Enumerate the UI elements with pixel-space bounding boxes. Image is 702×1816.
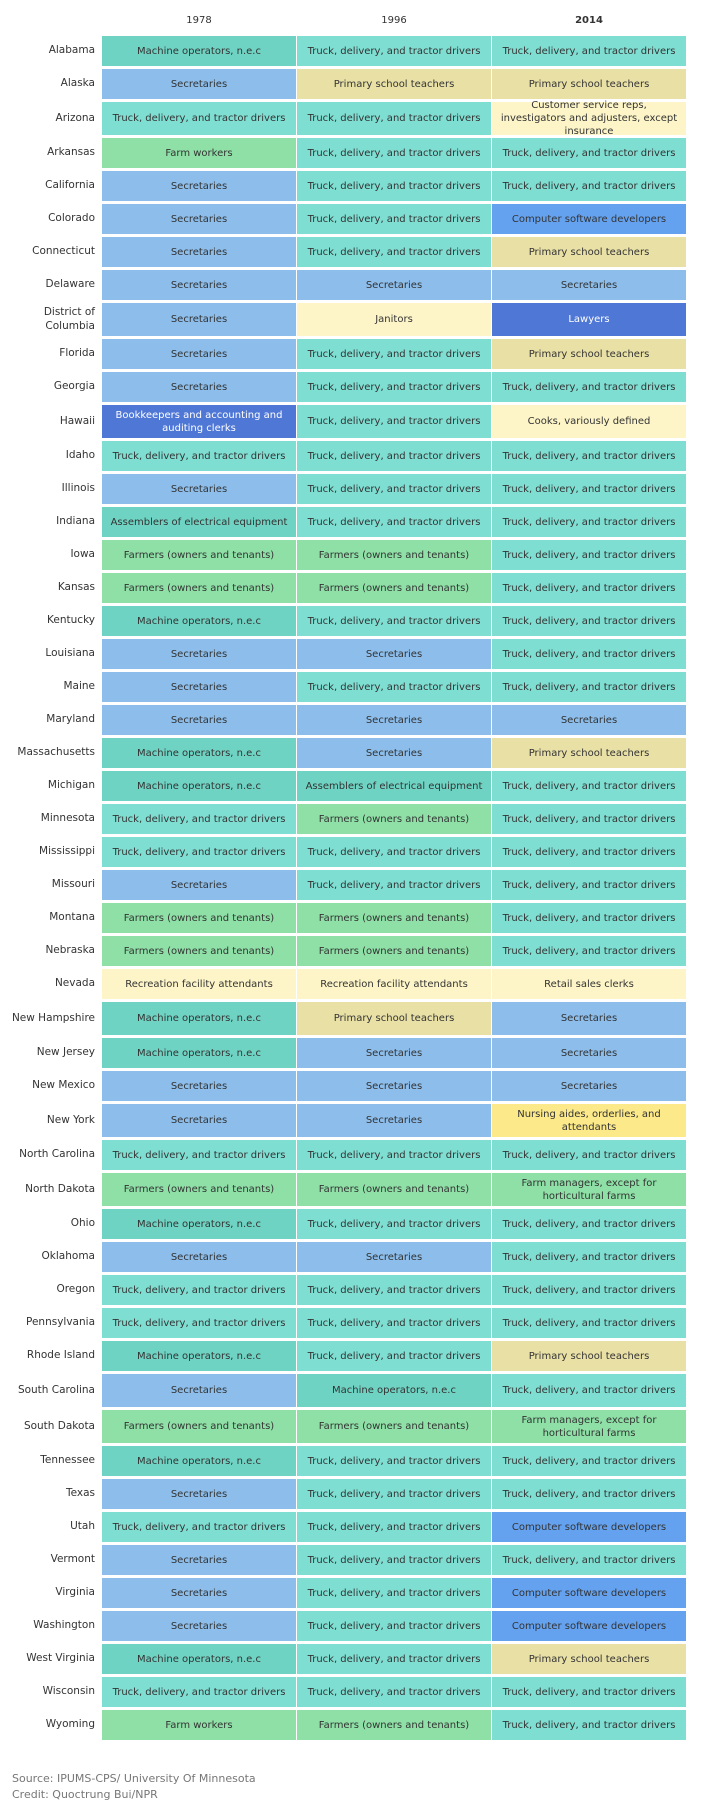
table-cell: Farmers (owners and tenants) (297, 1173, 491, 1206)
table-cell: Lawyers (492, 303, 686, 336)
table-cell: Computer software developers (492, 204, 686, 234)
table-cell: Truck, delivery, and tractor drivers (297, 606, 491, 636)
state-label: Alaska (60, 77, 95, 90)
table-cell: Bookkeepers and accounting and auditing clerks (102, 405, 296, 438)
table-cell: Computer software developers (492, 1512, 686, 1542)
state-label: Washington (33, 1619, 95, 1632)
table-cell: Assemblers of electrical equipment (102, 507, 296, 537)
table-cell: Secretaries (102, 69, 296, 99)
table-cell: Primary school teachers (492, 69, 686, 99)
table-cell: Truck, delivery, and tractor drivers (492, 804, 686, 834)
table-cell: Farmers (owners and tenants) (102, 1410, 296, 1443)
state-label: Florida (59, 347, 95, 360)
table-cell: Farmers (owners and tenants) (297, 936, 491, 966)
table-cell: Truck, delivery, and tractor drivers (492, 1140, 686, 1170)
table-cell: Truck, delivery, and tractor drivers (297, 1446, 491, 1476)
table-cell: Machine operators, n.e.c (102, 1038, 296, 1068)
state-label: Minnesota (40, 812, 95, 825)
table-cell: Machine operators, n.e.c (102, 1341, 296, 1371)
table-cell: Secretaries (102, 237, 296, 267)
table-cell: Cooks, variously defined (492, 405, 686, 438)
table-cell: Secretaries (102, 1374, 296, 1407)
table-cell: Secretaries (297, 738, 491, 768)
table-cell: Primary school teachers (492, 1341, 686, 1371)
table-cell: Truck, delivery, and tractor drivers (492, 672, 686, 702)
table-cell: Secretaries (102, 1545, 296, 1575)
table-cell: Secretaries (102, 1104, 296, 1137)
table-cell: Farmers (owners and tenants) (297, 1410, 491, 1443)
state-label: North Carolina (19, 1148, 95, 1161)
table-cell: Truck, delivery, and tractor drivers (492, 1446, 686, 1476)
table-cell: Truck, delivery, and tractor drivers (492, 1209, 686, 1239)
table-cell: Recreation facility attendants (297, 969, 491, 999)
state-label: California (45, 179, 95, 192)
table-cell: Truck, delivery, and tractor drivers (297, 1611, 491, 1641)
table-cell: Truck, delivery, and tractor drivers (492, 936, 686, 966)
table-cell: Secretaries (102, 1578, 296, 1608)
source-note: Source: IPUMS-CPS/ University Of Minnesota (12, 1772, 256, 1785)
table-cell: Truck, delivery, and tractor drivers (297, 1275, 491, 1305)
state-label: Maryland (46, 713, 95, 726)
state-label: Tennessee (40, 1454, 95, 1467)
table-cell: Truck, delivery, and tractor drivers (102, 1512, 296, 1542)
column-header-2014: 2014 (575, 15, 603, 26)
table-cell: Machine operators, n.e.c (102, 738, 296, 768)
table-cell: Truck, delivery, and tractor drivers (297, 1308, 491, 1338)
table-cell: Truck, delivery, and tractor drivers (297, 474, 491, 504)
table-cell: Secretaries (492, 1002, 686, 1035)
state-label: Nebraska (45, 944, 95, 957)
table-cell: Truck, delivery, and tractor drivers (297, 441, 491, 471)
state-label: South Carolina (17, 1383, 95, 1396)
table-cell: Truck, delivery, and tractor drivers (297, 1479, 491, 1509)
state-label: Louisiana (45, 647, 95, 660)
table-cell: Truck, delivery, and tractor drivers (492, 639, 686, 669)
table-cell: Truck, delivery, and tractor drivers (102, 804, 296, 834)
table-cell: Truck, delivery, and tractor drivers (297, 837, 491, 867)
table-cell: Primary school teachers (297, 1002, 491, 1035)
state-label: Oregon (56, 1283, 95, 1296)
table-cell: Secretaries (492, 1071, 686, 1101)
table-cell: Truck, delivery, and tractor drivers (492, 1479, 686, 1509)
table-cell: Truck, delivery, and tractor drivers (492, 441, 686, 471)
table-cell: Truck, delivery, and tractor drivers (297, 1545, 491, 1575)
state-label: New Mexico (32, 1079, 95, 1092)
table-cell: Secretaries (102, 339, 296, 369)
state-label: Montana (49, 911, 95, 924)
state-label: Arkansas (47, 146, 95, 159)
table-cell: Farmers (owners and tenants) (102, 936, 296, 966)
table-cell: Truck, delivery, and tractor drivers (492, 771, 686, 801)
table-cell: Machine operators, n.e.c (102, 1446, 296, 1476)
table-cell: Secretaries (102, 1479, 296, 1509)
state-label: Texas (65, 1487, 95, 1500)
table-cell: Assemblers of electrical equipment (297, 771, 491, 801)
state-label: Michigan (47, 779, 95, 792)
state-label: Massachusetts (17, 746, 95, 759)
state-label: Pennsylvania (26, 1316, 95, 1329)
state-label: New Hampshire (11, 1011, 95, 1024)
table-cell: Truck, delivery, and tractor drivers (297, 372, 491, 402)
table-cell: Truck, delivery, and tractor drivers (297, 237, 491, 267)
table-cell: Retail sales clerks (492, 969, 686, 999)
table-cell: Truck, delivery, and tractor drivers (297, 1512, 491, 1542)
table-cell: Nursing aides, orderlies, and attendants (492, 1104, 686, 1137)
state-label: Connecticut (32, 245, 95, 258)
table-cell: Truck, delivery, and tractor drivers (102, 1677, 296, 1707)
table-cell: Farm managers, except for horticultural farms (492, 1410, 686, 1443)
table-cell: Truck, delivery, and tractor drivers (492, 36, 686, 66)
table-cell: Machine operators, n.e.c (102, 771, 296, 801)
table-cell: Secretaries (102, 672, 296, 702)
state-label: New York (46, 1113, 95, 1126)
table-cell: Truck, delivery, and tractor drivers (492, 1677, 686, 1707)
table-cell: Truck, delivery, and tractor drivers (297, 102, 491, 135)
table-cell: Secretaries (102, 204, 296, 234)
table-cell: Truck, delivery, and tractor drivers (297, 672, 491, 702)
state-label: Iowa (70, 548, 95, 561)
table-cell: Truck, delivery, and tractor drivers (492, 138, 686, 168)
table-cell: Secretaries (102, 372, 296, 402)
table-cell: Truck, delivery, and tractor drivers (492, 1308, 686, 1338)
table-cell: Farmers (owners and tenants) (297, 540, 491, 570)
table-cell: Truck, delivery, and tractor drivers (492, 1374, 686, 1407)
table-cell: Secretaries (102, 270, 296, 300)
state-label: Kentucky (47, 614, 95, 627)
state-label: Oklahoma (41, 1250, 95, 1263)
table-cell: Truck, delivery, and tractor drivers (102, 102, 296, 135)
table-cell: Farm workers (102, 1710, 296, 1740)
column-header-1996: 1996 (381, 15, 407, 26)
table-cell: Primary school teachers (492, 738, 686, 768)
state-label: Wyoming (45, 1718, 95, 1731)
table-cell: Truck, delivery, and tractor drivers (492, 1545, 686, 1575)
state-label: District of Columbia (43, 305, 95, 332)
table-cell: Farmers (owners and tenants) (297, 573, 491, 603)
table-cell: Truck, delivery, and tractor drivers (297, 1209, 491, 1239)
table-cell: Secretaries (297, 1038, 491, 1068)
state-label: Rhode Island (26, 1349, 95, 1362)
table-cell: Secretaries (102, 1611, 296, 1641)
table-cell: Machine operators, n.e.c (102, 606, 296, 636)
table-cell: Truck, delivery, and tractor drivers (492, 171, 686, 201)
state-label: Delaware (45, 278, 95, 291)
table-cell: Farmers (owners and tenants) (102, 540, 296, 570)
table-cell: Truck, delivery, and tractor drivers (297, 1341, 491, 1371)
table-cell: Secretaries (102, 705, 296, 735)
table-cell: Secretaries (492, 705, 686, 735)
table-cell: Secretaries (297, 639, 491, 669)
table-cell: Farmers (owners and tenants) (102, 573, 296, 603)
table-cell: Truck, delivery, and tractor drivers (492, 1242, 686, 1272)
table-cell: Truck, delivery, and tractor drivers (492, 837, 686, 867)
state-label: Arizona (55, 111, 95, 124)
table-cell: Secretaries (102, 303, 296, 336)
table-cell: Truck, delivery, and tractor drivers (297, 339, 491, 369)
table-cell: Truck, delivery, and tractor drivers (297, 204, 491, 234)
table-cell: Truck, delivery, and tractor drivers (297, 1140, 491, 1170)
table-cell: Recreation facility attendants (102, 969, 296, 999)
table-cell: Machine operators, n.e.c (102, 36, 296, 66)
table-cell: Truck, delivery, and tractor drivers (102, 441, 296, 471)
table-cell: Truck, delivery, and tractor drivers (492, 903, 686, 933)
table-cell: Janitors (297, 303, 491, 336)
table-cell: Farm managers, except for horticultural farms (492, 1173, 686, 1206)
table-cell: Truck, delivery, and tractor drivers (297, 507, 491, 537)
table-cell: Truck, delivery, and tractor drivers (297, 1578, 491, 1608)
table-cell: Farmers (owners and tenants) (297, 903, 491, 933)
table-cell: Primary school teachers (297, 69, 491, 99)
state-label: Ohio (70, 1217, 95, 1230)
table-cell: Secretaries (297, 270, 491, 300)
table-cell: Truck, delivery, and tractor drivers (297, 405, 491, 438)
table-cell: Truck, delivery, and tractor drivers (297, 36, 491, 66)
table-cell: Secretaries (102, 474, 296, 504)
table-cell: Truck, delivery, and tractor drivers (492, 606, 686, 636)
table-cell: Truck, delivery, and tractor drivers (492, 474, 686, 504)
table-cell: Computer software developers (492, 1611, 686, 1641)
table-cell: Secretaries (492, 270, 686, 300)
table-cell: Machine operators, n.e.c (102, 1644, 296, 1674)
table-cell: Primary school teachers (492, 1644, 686, 1674)
table-cell: Customer service reps, investigators and adjusters, except insurance (492, 102, 686, 135)
table-cell: Truck, delivery, and tractor drivers (492, 507, 686, 537)
table-cell: Secretaries (102, 1071, 296, 1101)
table-cell: Secretaries (102, 171, 296, 201)
state-label: South Dakota (23, 1419, 95, 1432)
table-cell: Truck, delivery, and tractor drivers (492, 1710, 686, 1740)
table-cell: Truck, delivery, and tractor drivers (297, 1644, 491, 1674)
table-cell: Farmers (owners and tenants) (102, 903, 296, 933)
table-cell: Machine operators, n.e.c (102, 1209, 296, 1239)
table-cell: Truck, delivery, and tractor drivers (492, 1275, 686, 1305)
table-cell: Secretaries (297, 1071, 491, 1101)
table-cell: Truck, delivery, and tractor drivers (102, 1140, 296, 1170)
table-cell: Truck, delivery, and tractor drivers (492, 573, 686, 603)
table-cell: Truck, delivery, and tractor drivers (492, 540, 686, 570)
state-label: Nevada (54, 977, 95, 990)
table-cell: Primary school teachers (492, 237, 686, 267)
state-label: Missouri (51, 878, 95, 891)
table-cell: Secretaries (297, 1242, 491, 1272)
state-label: Utah (70, 1520, 95, 1533)
table-cell: Secretaries (297, 705, 491, 735)
table-cell: Secretaries (102, 1242, 296, 1272)
state-label: Kansas (57, 581, 95, 594)
state-label: Hawaii (59, 414, 95, 427)
state-label: Alabama (48, 44, 95, 57)
table-cell: Truck, delivery, and tractor drivers (492, 870, 686, 900)
table-cell: Secretaries (297, 1104, 491, 1137)
table-cell: Truck, delivery, and tractor drivers (297, 138, 491, 168)
table-cell: Farm workers (102, 138, 296, 168)
table-cell: Truck, delivery, and tractor drivers (297, 171, 491, 201)
state-label: Georgia (53, 380, 95, 393)
state-label: West Virginia (26, 1652, 95, 1665)
table-cell: Farmers (owners and tenants) (297, 1710, 491, 1740)
column-header-1978: 1978 (186, 15, 212, 26)
table-cell: Primary school teachers (492, 339, 686, 369)
state-label: Illinois (61, 482, 95, 495)
table-cell: Truck, delivery, and tractor drivers (297, 870, 491, 900)
state-label: Vermont (50, 1553, 95, 1566)
table-cell: Truck, delivery, and tractor drivers (102, 1308, 296, 1338)
table-cell: Truck, delivery, and tractor drivers (492, 372, 686, 402)
state-label: New Jersey (36, 1046, 95, 1059)
table-cell: Farmers (owners and tenants) (297, 804, 491, 834)
credit-note: Credit: Quoctrung Bui/NPR (12, 1788, 158, 1801)
table-cell: Secretaries (492, 1038, 686, 1068)
table-cell: Machine operators, n.e.c (297, 1374, 491, 1407)
state-label: North Dakota (25, 1182, 95, 1195)
table-cell: Truck, delivery, and tractor drivers (102, 1275, 296, 1305)
state-label: Idaho (65, 449, 95, 462)
table-cell: Secretaries (102, 870, 296, 900)
table-cell: Computer software developers (492, 1578, 686, 1608)
table-cell: Machine operators, n.e.c (102, 1002, 296, 1035)
state-label: Wisconsin (42, 1685, 95, 1698)
table-cell: Truck, delivery, and tractor drivers (102, 837, 296, 867)
state-label: Maine (63, 680, 95, 693)
state-label: Indiana (56, 515, 95, 528)
table-cell: Farmers (owners and tenants) (102, 1173, 296, 1206)
state-label: Mississippi (39, 845, 95, 858)
table-cell: Truck, delivery, and tractor drivers (297, 1677, 491, 1707)
table-cell: Secretaries (102, 639, 296, 669)
state-label: Virginia (55, 1586, 95, 1599)
state-label: Colorado (48, 212, 95, 225)
